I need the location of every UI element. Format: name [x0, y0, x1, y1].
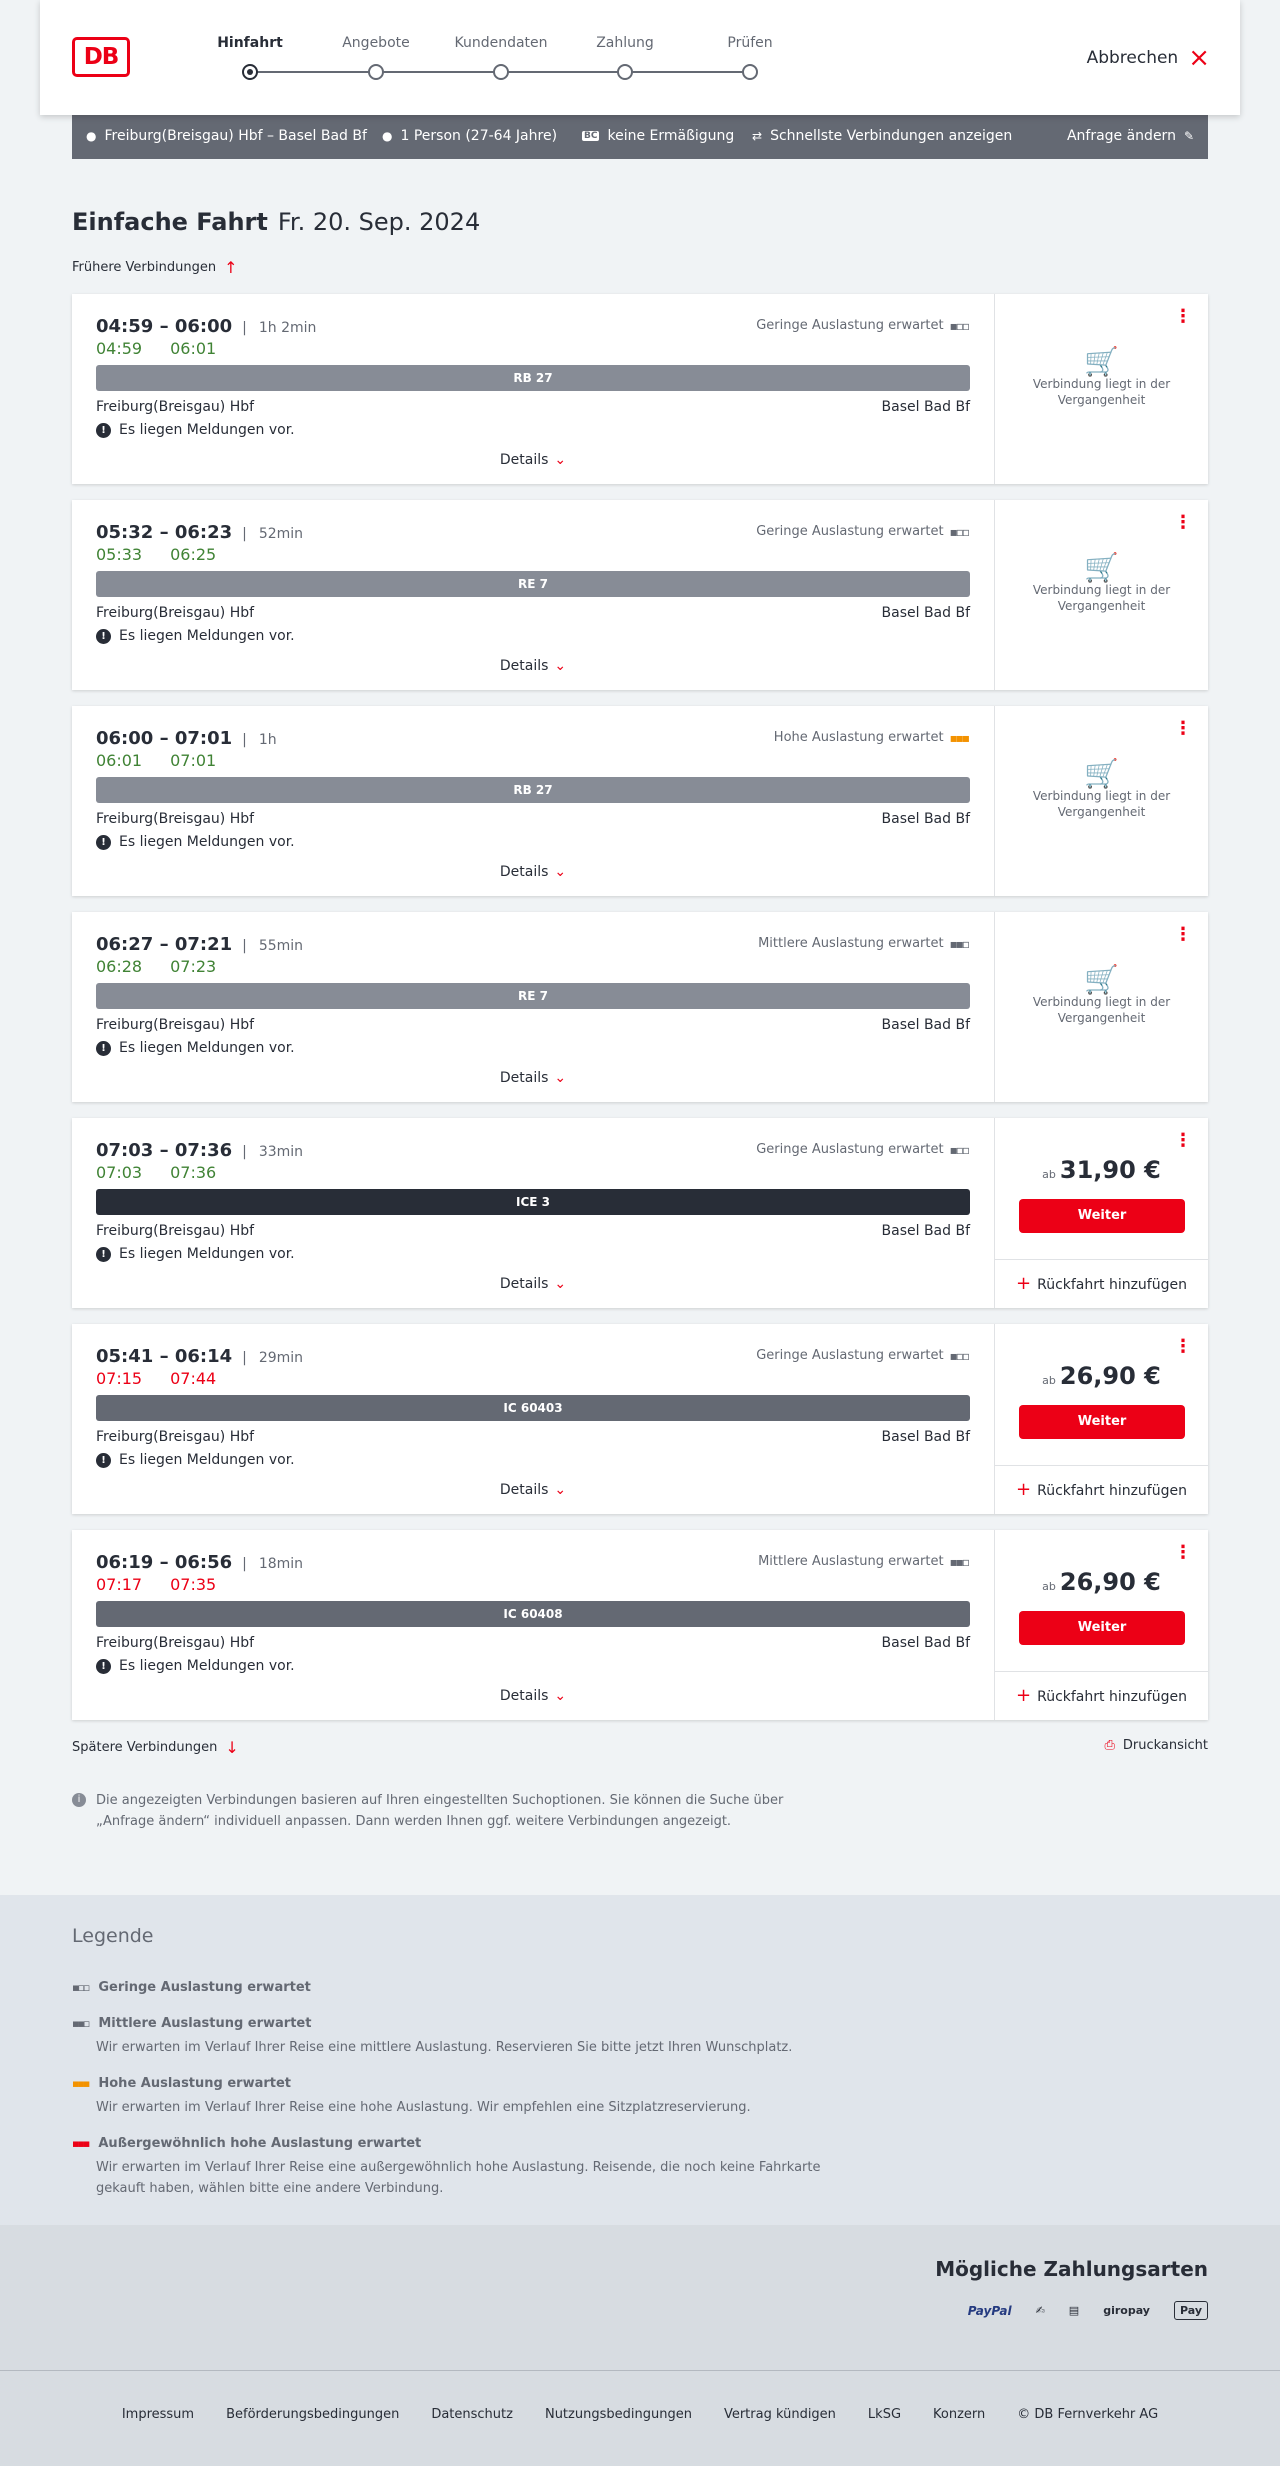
occupancy-icon: ▪▪▫ [949, 1554, 968, 1569]
realtime-departure: 07:17 [96, 1575, 143, 1594]
details-toggle[interactable] [72, 1276, 994, 1292]
train-bar[interactable]: RE 7 [96, 983, 970, 1009]
connection-card[interactable] [72, 1118, 1208, 1308]
payment-methods [0, 2225, 1280, 2370]
connection-card[interactable] [72, 706, 1208, 896]
realtime-departure: 07:03 [96, 1163, 143, 1182]
page-title-bold: Einfache Fahrt [72, 208, 268, 236]
cancel-label: Abbrechen [1086, 48, 1179, 68]
later-connections-link[interactable] [72, 1738, 239, 1757]
chevron-down-icon: ⌄ [554, 1482, 567, 1498]
step-zahlung[interactable] [560, 35, 690, 51]
credit-card-icon: ✍ [1035, 2304, 1045, 2317]
add-return-label: Rückfahrt hinzufügen [1037, 1689, 1187, 1705]
realtime-departure: 07:15 [96, 1369, 143, 1388]
footer-link-kuendigen[interactable]: Vertrag kündigen [723, 2407, 836, 2422]
occupancy-info [758, 936, 968, 951]
message-notice [96, 1040, 295, 1056]
legend-title: Legende [72, 1925, 154, 1947]
plus-icon: + [1016, 1273, 1032, 1294]
planned-times: 06:00 – 07:01 [96, 728, 233, 749]
fastest-label: Schnellste Verbindungen anzeigen [770, 128, 1013, 144]
realtime-times [96, 339, 216, 358]
past-label: Verbindung liegt in der Vergangenheit [1032, 789, 1171, 819]
cart-icon: 🛒 [1084, 757, 1119, 790]
step-dot [493, 64, 509, 80]
more-options-icon[interactable]: ⋮ [1174, 1130, 1192, 1151]
realtime-departure: 06:28 [96, 957, 143, 976]
chevron-down-icon: ⌄ [554, 452, 567, 468]
separator: | [242, 938, 247, 954]
message-notice [96, 422, 295, 438]
arrival-station: Basel Bad Bf [881, 1223, 970, 1239]
divider [995, 1465, 1208, 1466]
payment-title: Mögliche Zahlungsarten [935, 2257, 1208, 2281]
message-text: Es liegen Meldungen vor. [119, 1040, 295, 1056]
occupancy-icon: ▪▫▫ [949, 524, 968, 539]
realtime-arrival: 07:36 [170, 1163, 217, 1182]
occupancy-medium-icon: ▪▪▫ [72, 2017, 89, 2030]
message-notice [96, 628, 295, 644]
change-request-button[interactable] [1067, 128, 1194, 144]
footer [0, 2370, 1280, 2466]
legend-item-high [72, 2076, 872, 2118]
duration: 52min [258, 526, 304, 542]
price [995, 1362, 1208, 1390]
step-label: Hinfahrt [217, 35, 283, 51]
occupancy-info [756, 524, 968, 539]
later-label: Spätere Verbindungen [72, 1740, 218, 1755]
cancel-button[interactable] [1086, 43, 1210, 73]
add-return-label: Rückfahrt hinzufügen [1037, 1483, 1187, 1499]
print-label: Druckansicht [1122, 1738, 1208, 1753]
arrival-station: Basel Bad Bf [881, 811, 970, 827]
message-text: Es liegen Meldungen vor. [119, 422, 295, 438]
step-label: Prüfen [727, 35, 773, 51]
occupancy-info [774, 730, 968, 745]
separator: | [242, 320, 247, 336]
legend-item-title: Hohe Auslastung erwartet [98, 2076, 292, 2091]
alert-icon: ! [96, 1041, 111, 1056]
page-title-date: Fr. 20. Sep. 2024 [277, 208, 481, 236]
connection-card[interactable] [72, 912, 1208, 1102]
legend-item-title: Geringe Auslastung erwartet [98, 1980, 311, 1995]
connection-card[interactable] [72, 294, 1208, 484]
arrival-station: Basel Bad Bf [881, 1635, 970, 1651]
details-toggle[interactable] [72, 1482, 994, 1498]
divider [995, 1671, 1208, 1672]
chevron-down-icon: ⌄ [554, 658, 567, 674]
realtime-arrival: 06:01 [170, 339, 217, 358]
occupancy-label: Geringe Auslastung erwartet [756, 1348, 944, 1363]
header [40, 0, 1240, 115]
realtime-arrival: 07:44 [170, 1369, 217, 1388]
departure-station: Freiburg(Breisgau) Hbf [96, 1635, 255, 1651]
price-value: 26,90 € [1059, 1362, 1161, 1390]
legend-item-low [72, 1980, 872, 1995]
search-info-note [72, 1790, 842, 1832]
past-label: Verbindung liegt in der Vergangenheit [1032, 583, 1171, 613]
price-value: 26,90 € [1059, 1568, 1161, 1596]
alert-icon: ! [96, 1453, 111, 1468]
planned-times: 05:32 – 06:23 [96, 522, 233, 543]
legend [0, 1895, 1280, 2225]
train-bar[interactable]: RB 27 [96, 777, 970, 803]
continue-button[interactable]: Weiter [1019, 1611, 1185, 1645]
footer-link-konzern[interactable]: Konzern [933, 2407, 986, 2422]
arrival-station: Basel Bad Bf [881, 399, 970, 415]
departure-station: Freiburg(Breisgau) Hbf [96, 1223, 255, 1239]
arrival-station: Basel Bad Bf [881, 1429, 970, 1445]
more-options-icon[interactable]: ⋮ [1174, 306, 1192, 327]
legend-item-medium [72, 2016, 872, 2058]
details-label: Details [499, 864, 549, 880]
realtime-arrival: 07:35 [170, 1575, 217, 1594]
train-bar[interactable]: RB 27 [96, 365, 970, 391]
separator: | [242, 1556, 247, 1572]
legend-item-text: Wir erwarten im Verlauf Ihrer Reise eine außergewöhnlich hohe Auslastung. Reisende, die noch keine Fahrkarte gekauft haben, wählen bitte eine andere Verbindung. [96, 2160, 821, 2196]
route-label: Freiburg(Breisgau) Hbf – Basel Bad Bf [104, 128, 367, 144]
occupancy-icon: ▪▪▫ [949, 936, 968, 951]
planned-times: 06:19 – 06:56 [96, 1552, 233, 1573]
occupancy-label: Mittlere Auslastung erwartet [758, 936, 944, 951]
chevron-down-icon: ⌄ [554, 1688, 567, 1704]
occupancy-icon: ▪▪▪ [949, 730, 968, 745]
info-icon: i [72, 1793, 86, 1807]
price-prefix: ab [1042, 1580, 1056, 1593]
departure-station: Freiburg(Breisgau) Hbf [96, 1017, 255, 1033]
details-toggle[interactable] [72, 658, 994, 674]
past-connection-notice [995, 551, 1208, 614]
more-options-icon[interactable]: ⋮ [1174, 718, 1192, 739]
separator: | [242, 526, 247, 542]
more-options-icon[interactable]: ⋮ [1174, 924, 1192, 945]
occupancy-very-high-icon: ▪▪▪ [72, 2137, 89, 2150]
realtime-departure: 05:33 [96, 545, 143, 564]
bahncard-icon: BC [584, 131, 598, 141]
add-return-label: Rückfahrt hinzufügen [1037, 1277, 1187, 1293]
connection-card[interactable] [72, 500, 1208, 690]
passenger-label: 1 Person (27-64 Jahre) [400, 128, 558, 144]
add-return-trip-button[interactable] [995, 1479, 1208, 1500]
message-notice [96, 1246, 295, 1262]
change-request-label: Anfrage ändern [1066, 128, 1176, 144]
train-bar[interactable]: ICE 3 [96, 1189, 970, 1215]
legend-item-text: Wir erwarten im Verlauf Ihrer Reise eine mittlere Auslastung. Reservieren Sie bitte jetzt Ihren Wunschplatz. [96, 2040, 793, 2055]
occupancy-label: Geringe Auslastung erwartet [756, 318, 944, 333]
details-label: Details [499, 1070, 549, 1086]
connection-times [96, 316, 316, 337]
footer-copyright: © DB Fernverkehr AG [1017, 2407, 1159, 2422]
search-filter-bar [72, 115, 1208, 159]
pencil-icon: ✎ [1183, 129, 1194, 143]
details-label: Details [499, 452, 549, 468]
connection-times [96, 728, 277, 749]
message-notice [96, 1452, 295, 1468]
details-label: Details [499, 1276, 549, 1292]
message-notice [96, 1658, 295, 1674]
info-text: Die angezeigten Verbindungen basieren auf Ihren eingestellten Suchoptionen. Sie können die Suche über „Anfrage ändern“ individuell anpassen. Dann werden Ihnen ggf. weitere Verbindungen angezeigt. [96, 1793, 784, 1829]
add-return-trip-button[interactable] [995, 1273, 1208, 1294]
step-dot [368, 64, 384, 80]
details-label: Details [499, 658, 549, 674]
plus-icon: + [1016, 1479, 1032, 1500]
train-bar[interactable]: IC 60408 [96, 1601, 970, 1627]
cart-icon: 🛒 [1084, 963, 1119, 996]
realtime-times [96, 1575, 216, 1594]
divider [995, 1259, 1208, 1260]
more-options-icon[interactable]: ⋮ [1174, 512, 1192, 533]
duration: 55min [258, 938, 304, 954]
occupancy-icon: ▪▫▫ [949, 1348, 968, 1363]
step-angebote[interactable] [311, 35, 441, 51]
occupancy-low-icon: ▪▫▫ [72, 1981, 89, 1994]
add-return-trip-button[interactable] [995, 1685, 1208, 1706]
plus-icon: + [1016, 1685, 1032, 1706]
alert-icon: ! [96, 1659, 111, 1674]
departure-station: Freiburg(Breisgau) Hbf [96, 605, 255, 621]
message-notice [96, 834, 295, 850]
occupancy-info [756, 318, 968, 333]
duration: 33min [258, 1144, 304, 1160]
separator: | [242, 1144, 247, 1160]
connection-times [96, 1140, 303, 1161]
departure-station: Freiburg(Breisgau) Hbf [96, 1429, 255, 1445]
details-label: Details [499, 1482, 549, 1498]
printer-icon: ⎙ [1104, 1738, 1115, 1753]
step-dot [242, 64, 258, 80]
page-title [72, 208, 480, 236]
past-connection-notice [995, 963, 1208, 1026]
connection-card[interactable] [72, 1530, 1208, 1720]
realtime-arrival: 06:25 [170, 545, 217, 564]
details-toggle[interactable] [72, 1688, 994, 1704]
passenger-filter[interactable] [382, 128, 557, 144]
price-value: 31,90 € [1059, 1156, 1161, 1184]
occupancy-icon: ▪▫▫ [949, 1142, 968, 1157]
details-toggle[interactable] [72, 864, 994, 880]
realtime-departure: 04:59 [96, 339, 143, 358]
message-text: Es liegen Meldungen vor. [119, 834, 295, 850]
footer-link-datenschutz[interactable]: Datenschutz [431, 2407, 513, 2422]
arrow-down-icon: ↓ [225, 1738, 239, 1757]
step-kundendaten[interactable] [436, 35, 566, 51]
fastest-filter[interactable] [752, 128, 1012, 144]
close-icon: × [1188, 43, 1210, 73]
occupancy-info [756, 1348, 968, 1363]
past-connection-notice [995, 345, 1208, 408]
alert-icon: ! [96, 835, 111, 850]
price-prefix: ab [1042, 1168, 1056, 1181]
alert-icon: ! [96, 423, 111, 438]
duration: 1h 2min [258, 320, 317, 336]
alert-icon: ! [96, 1247, 111, 1262]
footer-link-befoerderung[interactable]: Beförderungsbedingungen [226, 2407, 400, 2422]
route-filter[interactable] [86, 128, 367, 144]
separator: | [242, 732, 247, 748]
price [995, 1156, 1208, 1184]
chevron-down-icon: ⌄ [554, 864, 567, 880]
train-bar[interactable]: IC 60403 [96, 1395, 970, 1421]
details-toggle[interactable] [72, 452, 994, 468]
message-text: Es liegen Meldungen vor. [119, 1246, 295, 1262]
occupancy-label: Geringe Auslastung erwartet [756, 524, 944, 539]
occupancy-label: Mittlere Auslastung erwartet [758, 1554, 944, 1569]
footer-link-nutzung[interactable]: Nutzungsbedingungen [544, 2407, 692, 2422]
details-label: Details [499, 1688, 549, 1704]
earlier-connections-link[interactable] [72, 258, 238, 277]
arrow-up-icon: ↑ [224, 258, 238, 277]
cart-icon: 🛒 [1084, 551, 1119, 584]
more-options-icon[interactable]: ⋮ [1174, 1336, 1192, 1357]
connection-times [96, 1552, 303, 1573]
price-prefix: ab [1042, 1374, 1056, 1387]
realtime-times [96, 1163, 216, 1182]
duration: 29min [258, 1350, 304, 1366]
arrival-station: Basel Bad Bf [881, 605, 970, 621]
connection-times [96, 1346, 303, 1367]
realtime-arrival: 07:01 [170, 751, 217, 770]
print-view-link[interactable] [1104, 1738, 1208, 1753]
cart-icon: 🛒 [1084, 345, 1119, 378]
occupancy-icon: ▪▫▫ [949, 318, 968, 333]
planned-times: 05:41 – 06:14 [96, 1346, 233, 1367]
person-icon: ● [382, 129, 393, 143]
footer-link-impressum[interactable]: Impressum [121, 2407, 195, 2422]
realtime-times [96, 751, 216, 770]
train-bar[interactable]: RE 7 [96, 571, 970, 597]
departure-station: Freiburg(Breisgau) Hbf [96, 811, 255, 827]
legend-item-text: Wir erwarten im Verlauf Ihrer Reise eine hohe Auslastung. Wir empfehlen eine Sitzplatzreservierung. [96, 2100, 751, 2115]
location-pin-icon: ● [86, 129, 97, 143]
step-pruefen[interactable] [685, 35, 815, 51]
past-connection-notice [995, 757, 1208, 820]
footer-link-lksg[interactable]: LkSG [867, 2407, 902, 2422]
step-label: Angebote [342, 35, 410, 51]
arrival-station: Basel Bad Bf [881, 1017, 970, 1033]
past-label: Verbindung liegt in der Vergangenheit [1032, 377, 1171, 407]
past-label: Verbindung liegt in der Vergangenheit [1032, 995, 1171, 1025]
step-hinfahrt[interactable] [185, 35, 315, 51]
legend-item-very-high [72, 2136, 872, 2199]
planned-times: 07:03 – 07:36 [96, 1140, 233, 1161]
message-text: Es liegen Meldungen vor. [119, 1452, 295, 1468]
planned-times: 06:27 – 07:21 [96, 934, 233, 955]
occupancy-info [758, 1554, 968, 1569]
legend-item-title: Außergewöhnlich hohe Auslastung erwartet [98, 2136, 422, 2151]
duration: 18min [258, 1556, 304, 1572]
paypal-icon: PayPal [967, 2303, 1012, 2318]
occupancy-label: Geringe Auslastung erwartet [756, 1142, 944, 1157]
step-dot [617, 64, 633, 80]
message-text: Es liegen Meldungen vor. [119, 1658, 295, 1674]
separator: | [242, 1350, 247, 1366]
alert-icon: ! [96, 629, 111, 644]
connection-card[interactable] [72, 1324, 1208, 1514]
realtime-departure: 06:01 [96, 751, 143, 770]
details-toggle[interactable] [72, 1070, 994, 1086]
earlier-label: Frühere Verbindungen [72, 260, 217, 275]
chevron-down-icon: ⌄ [554, 1070, 567, 1086]
legend-item-title: Mittlere Auslastung erwartet [98, 2016, 312, 2031]
discount-filter[interactable] [582, 128, 734, 144]
continue-button[interactable]: Weiter [1019, 1405, 1185, 1439]
realtime-times [96, 957, 216, 976]
occupancy-info [756, 1142, 968, 1157]
apple-pay-icon: Pay [1174, 2301, 1208, 2320]
step-label: Zahlung [596, 35, 654, 51]
swap-arrows-icon: ⇄ [752, 129, 763, 143]
departure-station: Freiburg(Breisgau) Hbf [96, 399, 255, 415]
duration: 1h [258, 732, 277, 748]
db-logo[interactable]: DB [72, 37, 130, 77]
occupancy-label: Hohe Auslastung erwartet [773, 730, 944, 745]
chevron-down-icon: ⌄ [554, 1276, 567, 1292]
giropay-icon: giropay [1103, 2304, 1150, 2317]
occupancy-high-icon: ▪▪▪ [72, 2077, 89, 2090]
sepa-icon: ▤ [1068, 2304, 1080, 2317]
step-label: Kundendaten [454, 35, 548, 51]
continue-button[interactable]: Weiter [1019, 1199, 1185, 1233]
message-text: Es liegen Meldungen vor. [119, 628, 295, 644]
realtime-arrival: 07:23 [170, 957, 217, 976]
realtime-times [96, 1369, 216, 1388]
realtime-times [96, 545, 216, 564]
planned-times: 04:59 – 06:00 [96, 316, 233, 337]
more-options-icon[interactable]: ⋮ [1174, 1542, 1192, 1563]
step-dot [742, 64, 758, 80]
discount-label: keine Ermäßigung [607, 128, 735, 144]
price [995, 1568, 1208, 1596]
connection-times [96, 522, 303, 543]
connection-times [96, 934, 303, 955]
